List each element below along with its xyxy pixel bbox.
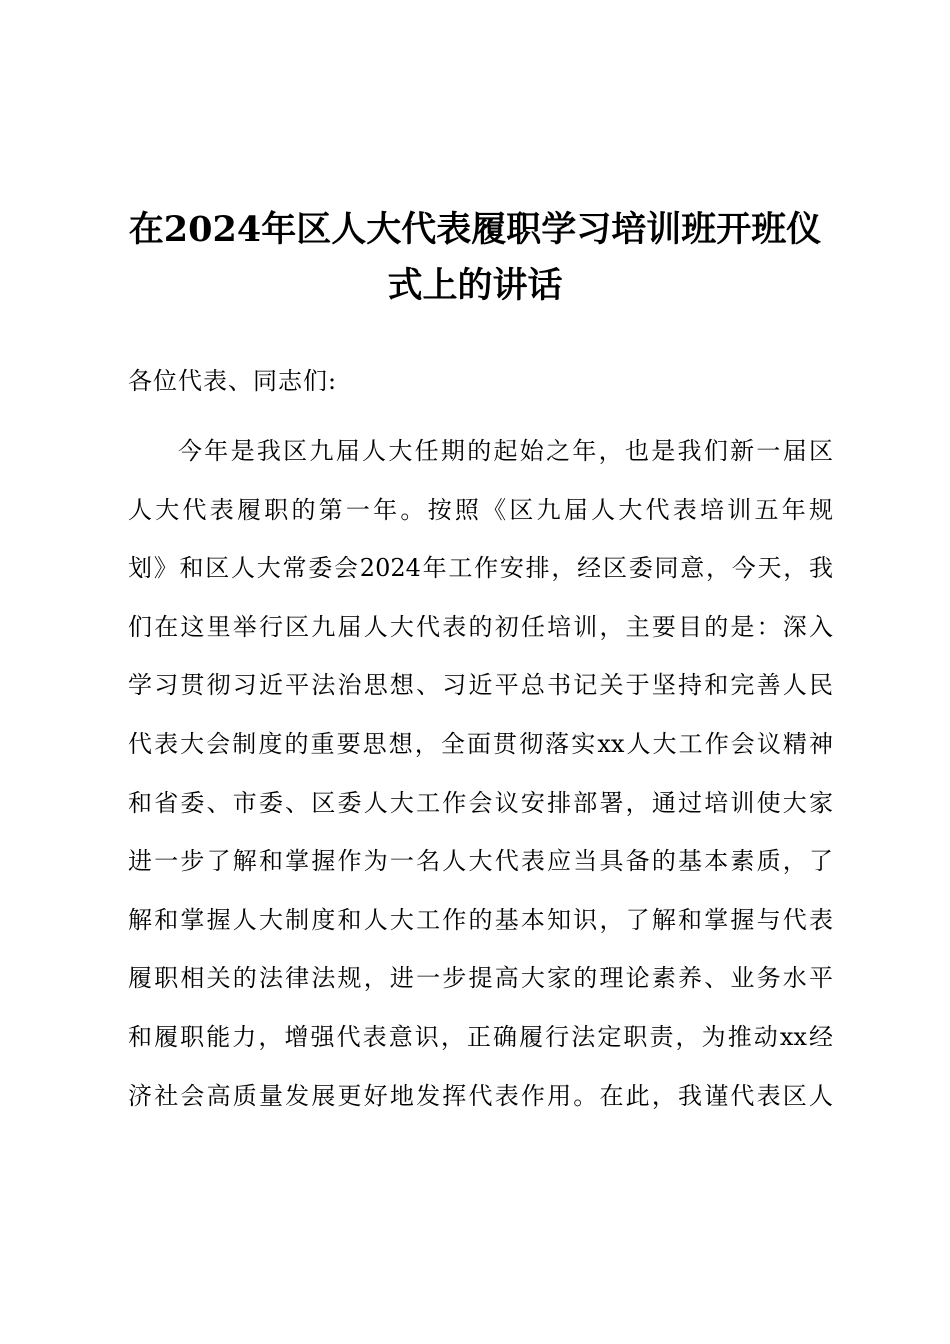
body-line: 人大代表履职的第一年。按照《区九届人大代表培训五年规 [128,495,833,524]
body-paragraph [128,422,833,1125]
body-line: 履职相关的法律法规，进一步提高大家的理论素养、业务水平 [128,964,833,993]
body-line: 济社会高质量发展更好地发挥代表作用。在此，我谨代表区人 [128,1081,833,1110]
body-line: 进一步了解和掌握作为一名人大代表应当具备的基本素质，了 [128,847,833,876]
body-line: 今年是我区九届人大任期的起始之年，也是我们新一届区 [178,437,833,465]
body-line: 代表大会制度的重要思想，全面贯彻落实xx人大工作会议精神 [128,729,833,758]
body-line: 和省委、市委、区委人大工作会议安排部署，通过培训使大家 [128,788,833,817]
title-line-2: 式上的讲话 [387,265,563,306]
document-title [110,202,840,314]
body-line: 学习贯彻习近平法治思想、习近平总书记关于坚持和完善人民 [128,671,833,700]
title-line-1: 在2024年区人大代表履职学习培训班开班仪 [128,209,822,250]
body-line: 们在这里举行区九届人大代表的初任培训，主要目的是：深入 [128,612,833,641]
body-line: 和履职能力，增强代表意识，正确履行法定职责，为推动xx经 [128,1022,833,1051]
body-line: 划》和区人大常委会2024年工作安排，经区委同意，今天，我 [128,554,833,583]
body-line: 解和掌握人大制度和人大工作的基本知识，了解和掌握与代表 [128,905,833,934]
salutation: 各位代表、同志们: [128,367,338,395]
